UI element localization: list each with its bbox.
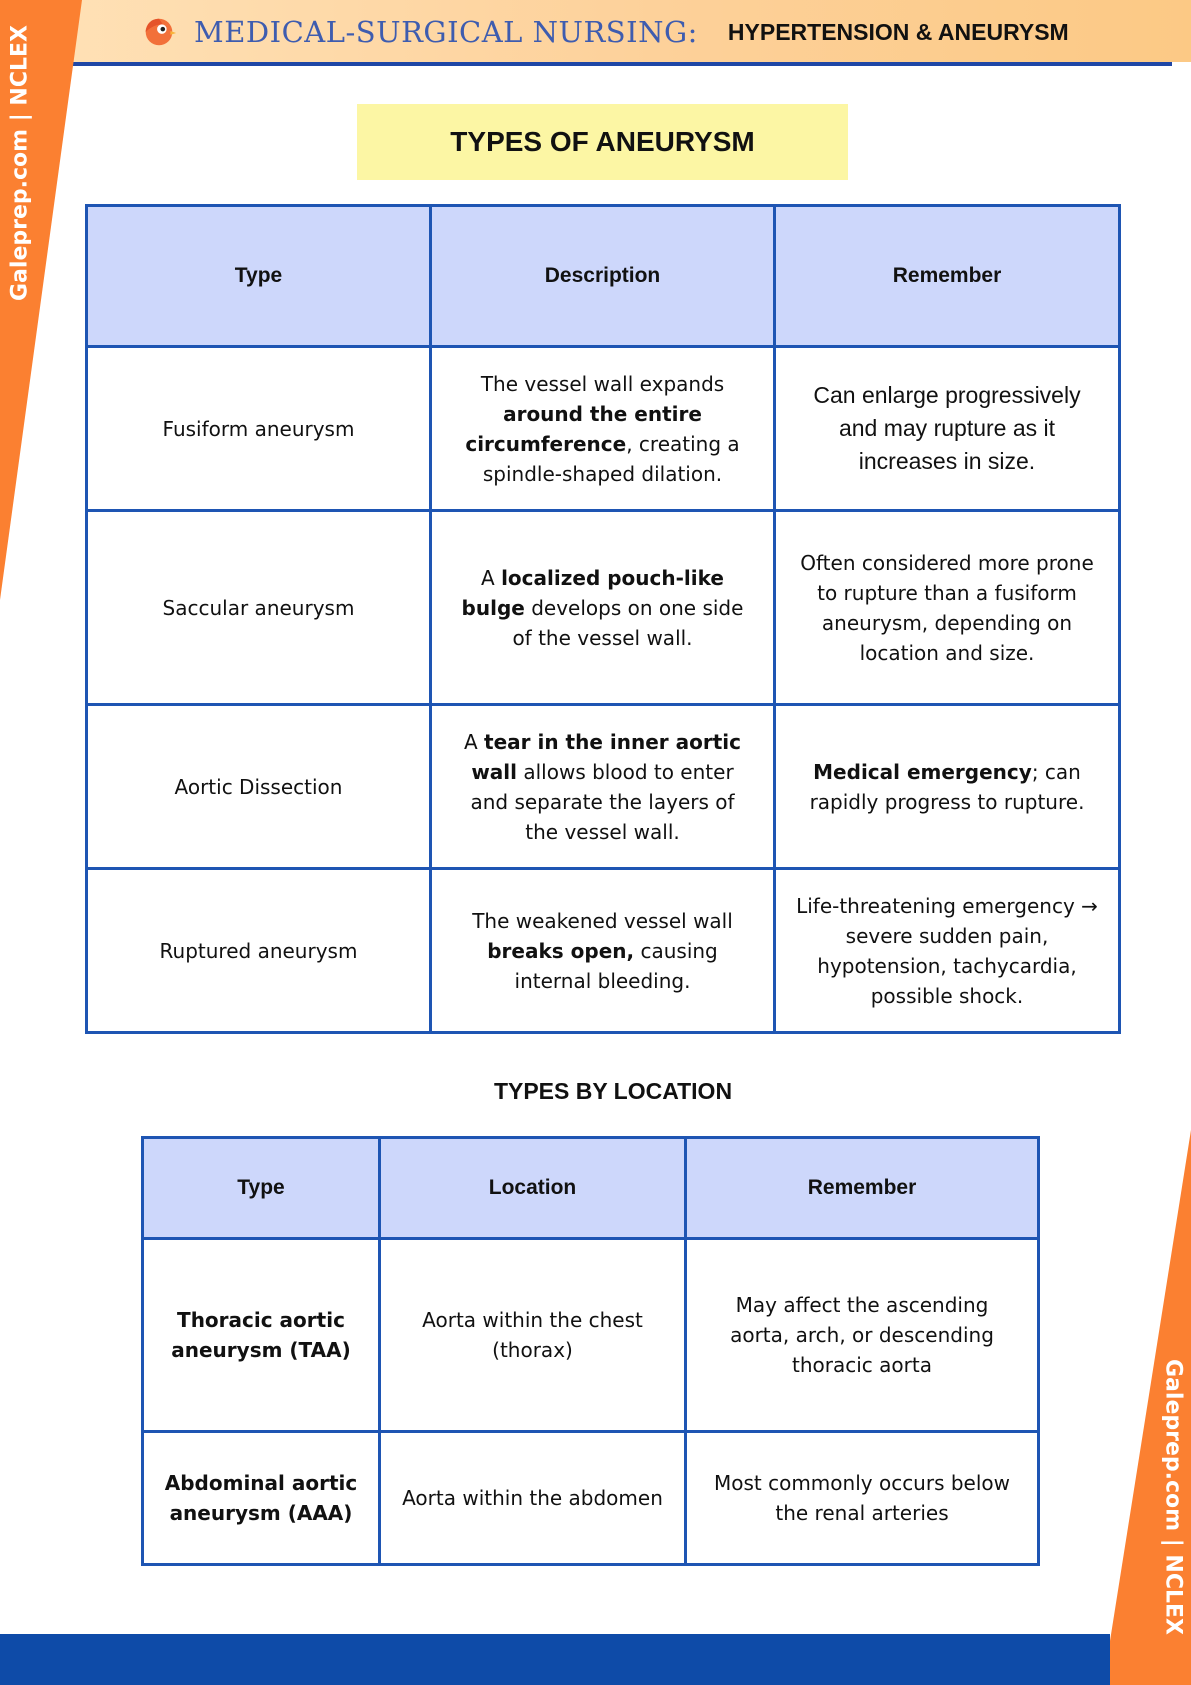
emphasis-text: Thoracic aortic aneurysm (TAA): [171, 1308, 351, 1362]
column-header: Type: [143, 1138, 380, 1239]
column-header: Type: [87, 206, 431, 347]
header-subtitle: HYPERTENSION & ANEURYSM: [727, 18, 1069, 45]
brand-title: MEDICAL-SURGICAL NURSING:: [194, 15, 698, 49]
type-cell: Saccular aneurysm: [87, 511, 431, 705]
remember-cell: [775, 869, 1120, 1033]
table-header-row: [87, 206, 1120, 347]
remember-cell: [775, 347, 1120, 511]
section-title: TYPES OF ANEURYSM: [450, 126, 755, 157]
page-header: [140, 10, 1069, 54]
text-run: Life-threatening emergency → severe sudden pain, hypotension, tachycardia, possible shock.: [796, 893, 1098, 1008]
text-run: allows blood to enter and separate the layers of the vessel wall.: [470, 759, 735, 844]
location-cell: Aorta within the abdomen: [380, 1432, 686, 1565]
aneurysm-location-table: [141, 1136, 1040, 1566]
section-title-box: [357, 104, 848, 180]
header-rule: [72, 62, 1172, 66]
table-row: [87, 705, 1120, 869]
aneurysm-types-table: [85, 204, 1121, 1034]
location-cell: Aorta within the chest (thorax): [380, 1239, 686, 1432]
side-watermark-left: Galeprep.com | NCLEX: [7, 25, 33, 301]
emphasis-text: breaks open,: [487, 938, 635, 963]
text-run: The weakened vessel wall: [472, 908, 733, 933]
text-run: A: [481, 565, 502, 590]
text-run: ; can rapidly progress to rupture.: [809, 759, 1085, 814]
bird-logo-icon: [140, 13, 178, 51]
table-row: [87, 511, 1120, 705]
column-header: Remember: [686, 1138, 1039, 1239]
table-row: [87, 869, 1120, 1033]
text-run: develops on one side of the vessel wall.: [512, 595, 744, 650]
remember-cell: Most commonly occurs below the renal arteries: [686, 1432, 1039, 1565]
table-row: [143, 1432, 1039, 1565]
emphasis-text: tear in the inner aortic wall: [471, 729, 741, 784]
table-row: [143, 1239, 1039, 1432]
text-run: A: [464, 729, 485, 754]
column-header: Remember: [775, 206, 1120, 347]
column-header: Description: [431, 206, 775, 347]
table-header-row: [143, 1138, 1039, 1239]
remember-cell: [775, 511, 1120, 705]
text-run: Often considered more prone to rupture than a fusiform aneurysm, depending on location and size.: [800, 550, 1094, 665]
description-cell: [431, 511, 775, 705]
description-cell: [431, 705, 775, 869]
type-cell: Ruptured aneurysm: [87, 869, 431, 1033]
emphasis-text: around the entire circumference: [465, 401, 702, 456]
emphasis-text: Medical emergency: [813, 759, 1032, 784]
emphasis-text: Abdominal aortic aneurysm (AAA): [164, 1471, 358, 1525]
footer-band: [0, 1634, 1110, 1685]
emphasis-text: localized pouch-like bulge: [461, 565, 724, 620]
text-run: The vessel wall expands: [480, 371, 725, 396]
table-row: [87, 347, 1120, 511]
type-cell: [143, 1432, 380, 1565]
description-cell: [431, 869, 775, 1033]
description-cell: [431, 347, 775, 511]
type-cell: Aortic Dissection: [87, 705, 431, 869]
text-run: , creating a spindle-shaped dilation.: [482, 431, 740, 486]
remember-cell: May affect the ascending aorta, arch, or descending thoracic aorta: [686, 1239, 1039, 1432]
column-header: Location: [380, 1138, 686, 1239]
text-run: causing internal bleeding.: [514, 938, 718, 993]
type-cell: Fusiform aneurysm: [87, 347, 431, 511]
remember-cell: [775, 705, 1120, 869]
text-run: Can enlarge progressively and may rupture as it increases in size.: [813, 382, 1081, 474]
side-watermark-right: Galeprep.com | NCLEX: [1160, 1359, 1186, 1635]
subsection-title: TYPES BY LOCATION: [493, 1078, 733, 1104]
type-cell: [143, 1239, 380, 1432]
